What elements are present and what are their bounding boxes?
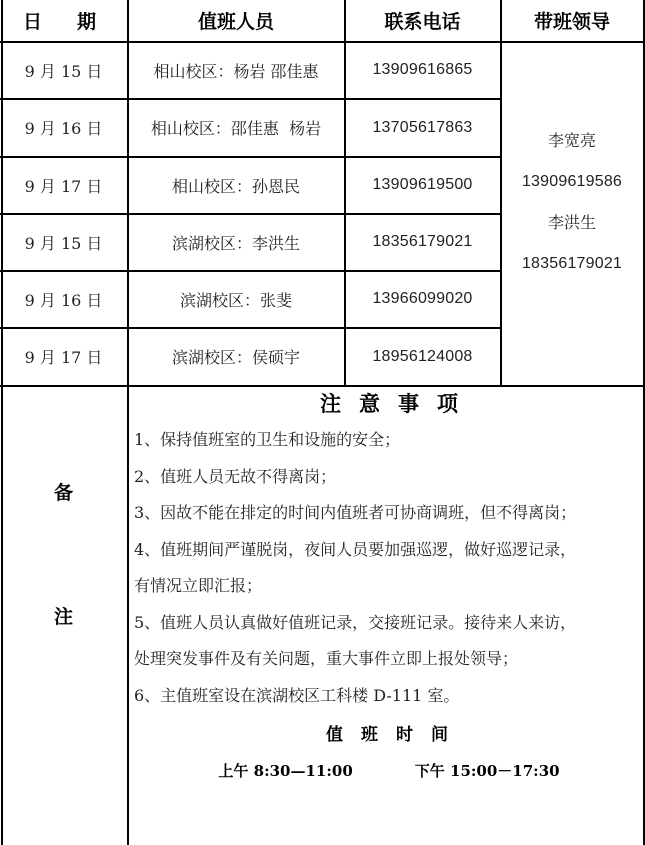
phone-cell: 18356179021 bbox=[372, 233, 473, 250]
header-phone bbox=[345, 0, 500, 41]
note-line-2: 2、值班人员无故不得离岗； bbox=[134, 466, 337, 486]
phone-cell: 18956124008 bbox=[372, 347, 473, 365]
table-row-3-date bbox=[0, 157, 127, 213]
staff-cell: 相山校区：孙恩民 bbox=[171, 176, 300, 196]
header-date bbox=[0, 0, 127, 41]
header-staff bbox=[128, 0, 344, 41]
leader-1-name: 李宽亮 bbox=[547, 131, 596, 150]
notes-title: 注意事项 bbox=[320, 392, 476, 416]
phone-cell: 13909619500 bbox=[372, 176, 473, 193]
note-line-5: 5、值班人员认真做好值班记录，交接班记录。接待来人来访， bbox=[134, 612, 577, 632]
table-row-6-date bbox=[0, 328, 127, 385]
leader-cell bbox=[501, 119, 643, 285]
table-row-2-staff bbox=[128, 99, 344, 156]
remarks-label-bottom: 注 bbox=[53, 606, 73, 628]
note-line-4-cont: 有情况立即汇报； bbox=[134, 576, 263, 595]
leader-1-phone: 13909619586 bbox=[521, 173, 623, 190]
date-cell: 9 月 16 日 bbox=[24, 290, 103, 310]
remarks-label-top: 备 bbox=[53, 482, 73, 504]
note-line-1: 1、保持值班室的卫生和设施的安全； bbox=[134, 430, 401, 449]
table-row-2-date bbox=[0, 99, 127, 156]
date-cell: 9 月 15 日 bbox=[24, 233, 103, 253]
duty-time-morning: 上午 8:30—11:00 bbox=[218, 762, 353, 780]
staff-cell: 滨湖校区：李洪生 bbox=[171, 233, 300, 253]
table-row-3-staff bbox=[128, 157, 344, 213]
table-row-1-staff bbox=[128, 42, 344, 98]
staff-cell: 相山校区：杨岩 邵佳惠 bbox=[153, 61, 319, 81]
date-cell: 9 月 17 日 bbox=[24, 348, 103, 367]
table-row-4-date bbox=[0, 214, 127, 270]
date-cell: 9 月 16 日 bbox=[24, 119, 103, 138]
date-cell: 9 月 15 日 bbox=[24, 61, 103, 81]
phone-cell: 13966099020 bbox=[372, 290, 473, 307]
note-line-6: 6、主值班室设在滨湖校区工科楼 D-111 室。 bbox=[134, 685, 460, 705]
table-row-6-staff bbox=[128, 328, 344, 385]
header-leader bbox=[501, 0, 643, 41]
duty-time-title: 值班时间 bbox=[326, 725, 466, 745]
header-phone-label: 联系电话 bbox=[384, 11, 461, 33]
leader-2-phone: 18356179021 bbox=[521, 255, 623, 272]
duty-times bbox=[134, 754, 644, 788]
note-line-4: 4、值班期间严谨脱岗，夜间人员要加强巡逻，做好巡逻记录， bbox=[134, 539, 577, 559]
staff-cell: 相山校区：邵佳惠 杨岩 bbox=[150, 119, 322, 138]
table-row-4-phone bbox=[345, 214, 500, 270]
table-row-3-phone bbox=[345, 157, 500, 213]
table-row-6-phone bbox=[345, 328, 500, 385]
phone-cell: 13909616865 bbox=[372, 61, 473, 78]
table-row-2-phone bbox=[345, 99, 500, 156]
staff-cell: 滨湖校区：侯硕宇 bbox=[171, 348, 300, 367]
table-row-4-staff bbox=[128, 214, 344, 270]
phone-cell: 13705617863 bbox=[372, 118, 473, 136]
date-cell: 9 月 17 日 bbox=[24, 176, 103, 196]
table-row-5-phone bbox=[345, 271, 500, 327]
table-row-1-phone bbox=[345, 42, 500, 98]
note-line-5-cont: 处理突发事件及有关问题，重大事件立即上报处领导； bbox=[134, 649, 519, 668]
note-line-3: 3、因故不能在排定的时间内值班者可协商调班，但不得离岗； bbox=[134, 503, 577, 522]
table-row-1-date bbox=[0, 42, 127, 98]
staff-cell: 滨湖校区：张斐 bbox=[179, 290, 292, 310]
table-row-5-staff bbox=[128, 271, 344, 327]
header-staff-label: 值班人员 bbox=[197, 11, 274, 33]
notes-section bbox=[134, 386, 644, 788]
table-row-5-date bbox=[0, 271, 127, 327]
leader-2-name: 李洪生 bbox=[547, 213, 596, 232]
duty-time-afternoon: 下午 15:00－17:30 bbox=[414, 762, 560, 780]
header-date-label: 日 期 bbox=[22, 11, 104, 33]
header-leader-label: 带班领导 bbox=[533, 11, 610, 33]
